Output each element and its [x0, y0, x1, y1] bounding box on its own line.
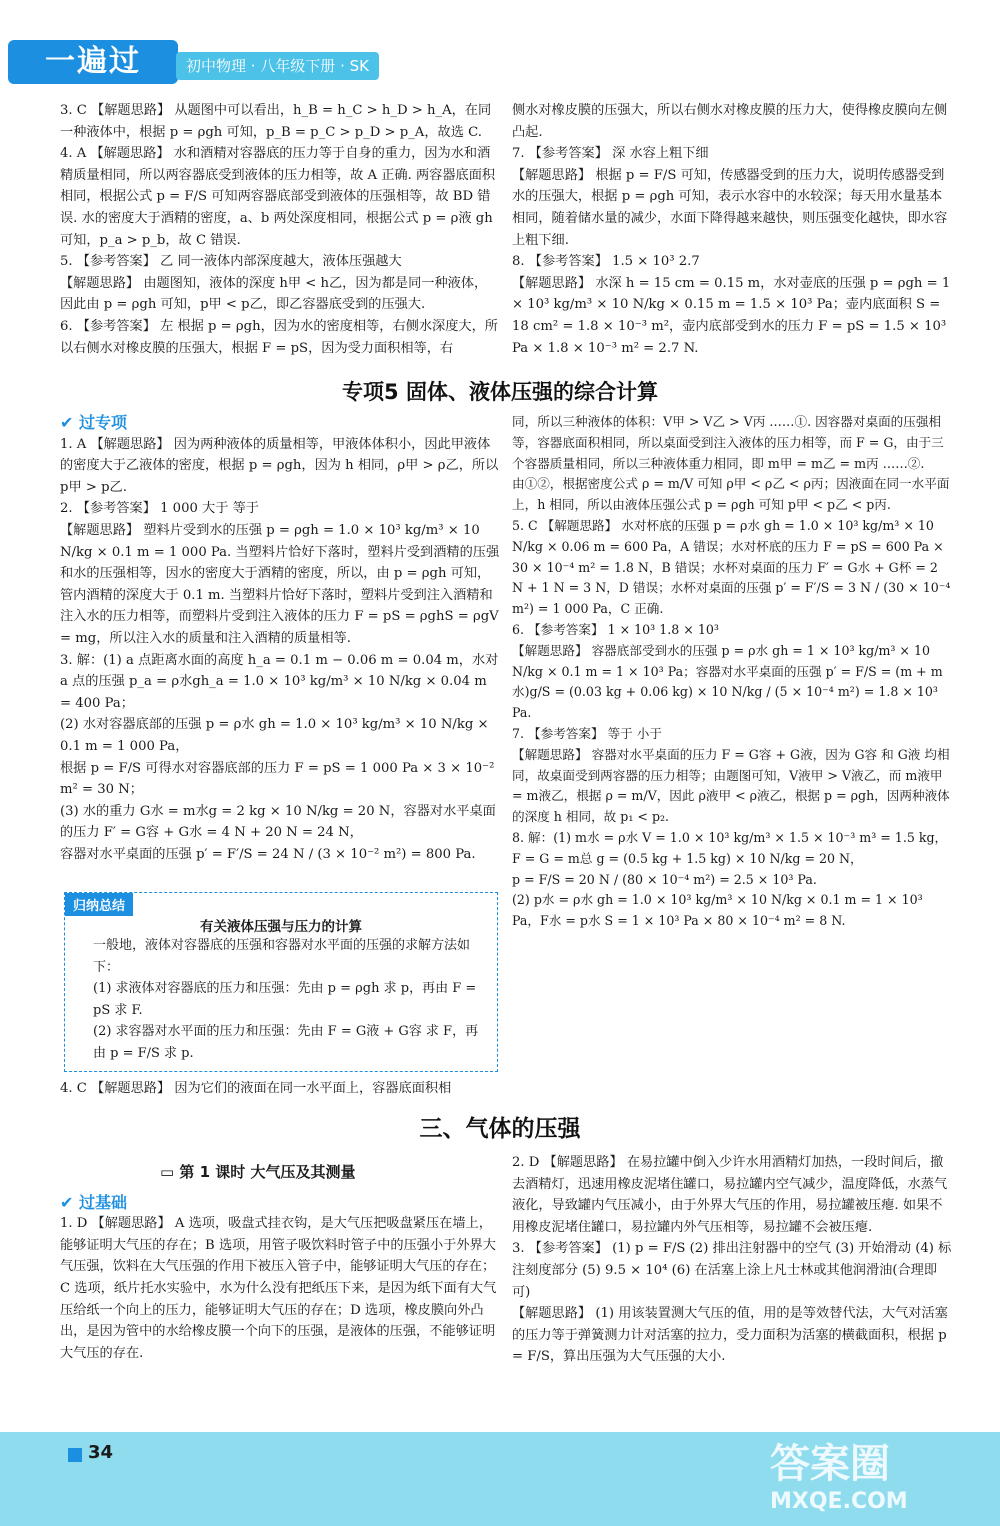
brand-logo: 一遍过: [8, 40, 178, 84]
summary-line: (2) 求容器对水平面的压力和压强：先由 F = G液 + G容 求 F，再由 p = F/S 求 p.: [93, 1024, 479, 1061]
right-mid-answers: [512, 412, 952, 932]
answer-7-explain: 【解题思路】 根据 p = F/S 可知，传感器受到的压力大，说明传感器受到水的压强大，根据 p = ρgh 可知，表示水容中的水较深；每天用水量基本相同，随着储水量的减少，水面下降得越来越快，则压强变化越快，即水容上粗下细.: [512, 167, 948, 248]
section-guo-zhuanxiang: [60, 412, 500, 434]
lesson-title: 第 1 课时 大气压及其测量: [179, 1163, 356, 1181]
answer-8-explain: 【解题思路】 水深 h = 15 cm = 0.15 m，水对壶底的压强 p = ρgh = 1 × 10³ kg/m³ × 10 N/kg × 0.15 m = 1.5 × 10³ Pa；壶内底面积 S = 18 cm² = 1.8 × 10⁻³ m²，壶内底部受到水的压力 F = pS = 1.5 × 10³ Pa × 1.8 × 10⁻³ m² = 2.7 N.: [512, 275, 951, 356]
summary-box: [64, 892, 498, 1072]
section-label: 过专项: [78, 413, 127, 432]
zx-answer-3e: 容器对水平桌面的压强 p′ = F′/S = 24 N / (3 × 10⁻² m²) = 800 Pa.: [60, 846, 476, 862]
section-title: 专项5 固体、液体压强的综合计算: [342, 380, 658, 404]
answer-5-explain: 【解题思路】 由题图知，液体的深度 h甲 < h乙，因为都是同一种液体，因此由 p = ρgh 可知，p甲 < p乙，即乙容器底受到的压强大.: [60, 275, 488, 313]
zx-answer-3b: (2) 水对容器底部的压强 p = ρ水 gh = 1.0 × 10³ kg/m³ × 10 N/kg × 0.1 m = 1 000 Pa，: [60, 717, 489, 754]
zx-answer-1: 1. A 【解题思路】 因为两种液体的质量相等，甲液体体积小，因此甲液体的密度大于乙液体的密度，根据 p = ρgh，因为 h 相同，ρ甲 > ρ乙，所以 p甲 > p乙.: [60, 436, 499, 495]
answer-6-cont: 侧水对橡皮膜的压强大，所以右侧水对橡皮膜的压力大，使得橡皮膜向左侧凸起.: [512, 103, 948, 140]
jc-answer-3: 3. 【参考答案】 (1) p = F/S (2) 排出注射器中的空气 (3) 开始滑动 (4) 标注刻度部分 (5) 9.5 × 10⁴ (6) 在活塞上涂上凡士林或其他润滑油(合理即可): [512, 1241, 952, 1300]
page-marker-icon: [68, 1448, 82, 1462]
zx-answer-3c: 根据 p = F/S 可得水对容器底部的压力 F = pS = 1 000 Pa × 3 × 10⁻² m² = 30 N；: [60, 760, 495, 798]
lesson-title-row: [160, 1162, 500, 1184]
jc-answer-2: 2. D 【解题思路】 在易拉罐中倒入少许水用酒精灯加热，一段时间后，撤去酒精灯，迅速用橡皮泥堵住罐口，易拉罐内空气减少，温度降低，水蒸气液化，导致罐内气压减小，由于外界大气压的作用，易拉罐被压瘪. 如果不用橡皮泥堵住罐口，易拉罐内外气压相等，易拉罐不会被压瘪.: [512, 1155, 948, 1235]
zx-answer-6: 6. 【参考答案】 1 × 10³ 1.8 × 10³: [512, 621, 719, 637]
zx-answer-4: [60, 1078, 500, 1100]
right-top-answers: [512, 100, 952, 359]
zx-answer-5: 5. C 【解题思路】 水对杯底的压强 p = ρ水 gh = 1.0 × 10³ kg/m³ × 10 N/kg × 0.06 m = 600 Pa，A 错误；水对杯底的压力 F = pS = 600 Pa × 30 × 10⁻⁴ m² = 1.8 N，B 错误；水杯对桌面的压力 F′ = G水 + G杯 = 2 N + 1 N = 3 N，D 错误；水杯对桌面的压强 p′ = F′/S = 3 N / (30 × 10⁻⁴ m²) = 1 000 Pa，C 正确.: [512, 517, 951, 617]
zx-answer-4-cont2: 由①②，根据密度公式 ρ = m/V 可知 ρ甲 < ρ乙 < ρ丙；因液面在同一水平面上，h 相同，所以由液体压强公式 p = ρgh 可知 p甲 < p乙 < p丙.: [512, 476, 950, 513]
zx-answer-7: 7. 【参考答案】 等于 小于: [512, 725, 662, 741]
watermark-url: MXQE.COM: [770, 1489, 908, 1514]
summary-title: 有关液体压强与压力的计算: [200, 919, 362, 935]
check-wave-icon: ✔: [60, 1192, 74, 1212]
zx-answer-8c: (2) p水 = ρ水 gh = 1.0 × 10³ kg/m³ × 10 N/kg × 0.1 m = 1 × 10³ Pa，F水 = p水 S = 1 × 10³ Pa × 80 × 10⁻⁴ m² = 8 N.: [512, 892, 923, 929]
zx-answer-3a: 3. 解：(1) a 点距离水面的高度 h_a = 0.1 m − 0.06 m = 0.04 m，水对 a 点的压强 p_a = ρ水gh_a = 1.0 × 10³ kg/m³ × 10 N/kg × 0.04 m = 400 Pa；: [60, 652, 499, 711]
zx-answer-6-explain: 【解题思路】 容器底部受到水的压强 p = ρ水 gh = 1 × 10³ kg/m³ × 10 N/kg × 0.1 m = 1 × 10³ Pa；容器对水平桌面的压强 p′ = F/S = (m + m水)g/S = (0.03 kg + 0.06 kg) × 10 N/kg / (5 × 10⁻⁴ m²) = 1.8 × 10³ Pa.: [512, 642, 943, 721]
answer-3: 3. C 【解题思路】 从题图中可以看出，h_B = h_C > h_D > h_A，在同一种液体中，根据 p = ρgh 可知，p_B = p_C > p_D > p_A，故选 C.: [60, 103, 492, 140]
watermark: [770, 1432, 908, 1514]
zx-answer-8b: p = F/S = 20 N / (80 × 10⁻⁴ m²) = 2.5 × 10³ Pa.: [512, 871, 817, 887]
zx-answer-8a: 8. 解：(1) m水 = ρ水 V = 1.0 × 10³ kg/m³ × 1.5 × 10⁻³ m³ = 1.5 kg，F = G = m总 g = (0.5 kg + 1.5 kg) × 10 N/kg = 20 N，: [512, 829, 948, 866]
answer-7: 7. 【参考答案】 深 水容上粗下细: [512, 146, 709, 162]
course-tag: 初中物理 · 八年级下册 · SK: [176, 52, 379, 80]
page-number: 34: [88, 1442, 114, 1463]
left-bottom-answers: [60, 1162, 500, 1364]
page-header: [0, 0, 1000, 96]
answer-5: 5. 【参考答案】 乙 同一液体内部深度越大，液体压强越大: [60, 254, 402, 270]
zx-answer-4-cont: 同，所以三种液体的体积：V甲 > V乙 > V丙 ……①. 因容器对桌面的压强相等，容器底面积相同，所以桌面受到注入液体的压力相等，而 F = G，由于三个容器质量相同，所以三种液体重力相同，即 m甲 = m乙 = m丙 ……②.: [512, 414, 944, 471]
answer-8: 8. 【参考答案】 1.5 × 10³ 2.7: [512, 254, 700, 270]
answer-4: 4. A 【解题思路】 水和酒精对容器底的压力等于自身的重力，因为水和酒精质量相同，所以两容器底受到液体的压力相等，故 A 正确. 两容器底面积相同，根据公式 p = F/S 可知两容器底部受到液体的压强相等，故 BD 错误. 水的密度大于酒精的密度，a、b 两处深度相同，根据公式 p = ρ液 gh 可知，p_a > p_b，故 C 错误.: [60, 146, 496, 248]
jc-answer-1: 1. D 【解题思路】 A 选项，吸盘式挂衣钩，是大气压把吸盘紧压在墙上，能够证明大气压的存在；B 选项，用管子吸饮料时管子中的压强小于外界大气压强，饮料在大气压强的作用下被压入管子中，能够证明大气压的存在；C 选项，纸片托水实验中，水为什么没有把纸压下来，是因为纸下面有大气压给纸一个向上的压力，能够证明大气压的存在；D 选项，橡皮膜向外凸出，是因为管中的水给橡皮膜一个向下的压强，是液体的压强，不能够证明大气压的存在.: [60, 1216, 497, 1361]
zx-answer-2: 2. 【参考答案】 1 000 大于 等于: [60, 501, 259, 517]
chapter-title: 三、气体的压强: [419, 1116, 581, 1142]
section-guo-jichu: [60, 1192, 500, 1214]
right-bottom-answers: [512, 1152, 952, 1368]
zx-answer-4-text: 4. C 【解题思路】 因为它们的液面在同一水平面上，容器底面积相: [60, 1081, 452, 1096]
summary-line: 一般地，液体对容器底的压强和容器对水平面的压强的求解方法如下：: [93, 938, 471, 975]
zx-answer-7-explain: 【解题思路】 容器对水平桌面的压力 F = G容 + G液，因为 G容 和 G液 均相同，故桌面受到两容器的压力相等；由题图可知，V液甲 > V液乙，而 m液甲 = m液乙，根据 ρ = m/V，因此 ρ液甲 < ρ液乙，根据 p = ρgh，因两种液体的深度 h 相同，故 p₁ < p₂.: [512, 746, 950, 825]
jc-answer-3-explain: 【解题思路】 (1) 用该装置测大气压的值，用的是等效替代法，大气对活塞的压力等于弹簧测力计对活塞的拉力，受力面积为活塞的横截面积，根据 p = F/S，算出压强为大气压强的大小.: [512, 1306, 948, 1365]
answer-6: 6. 【参考答案】 左 根据 p = ρgh，因为水的密度相等，右侧水深度大，所以右侧水对橡皮膜的压强大，根据 F = pS，因为受力面积相等，右: [60, 318, 498, 356]
zx-answer-2-explain: 【解题思路】 塑料片受到水的压强 p = ρgh = 1.0 × 10³ kg/m³ × 10 N/kg × 0.1 m = 1 000 Pa. 当塑料片恰好下落时，塑料片受到酒精的压强和水的压强相等，因水的密度大于酒精的密度，所以，由 p = ρgh 可知，管内酒精的深度大于 0.1 m. 当塑料片恰好下落时，塑料片受到注入酒精和注入水的压力相等，而塑料片受到注入液体的压力 F = pS = ρghS = ρgV = mg，所以注入水的质量和注入酒精的质量相等.: [60, 522, 500, 646]
left-mid-answers: [60, 412, 500, 865]
summary-tag: 归纳总结: [65, 893, 133, 916]
left-top-answers: [60, 100, 500, 359]
section-label: 过基础: [78, 1192, 127, 1212]
summary-line: (1) 求液体对容器底的压力和压强：先由 p = ρgh 求 p，再由 F = pS 求 F.: [93, 981, 477, 1018]
summary-body: [65, 935, 497, 1065]
zx-answer-3d: (3) 水的重力 G水 = m水g = 2 kg × 10 N/kg = 20 N，容器对水平桌面的压力 F′ = G容 + G水 = 4 N + 20 N = 24 N，: [60, 803, 496, 841]
watermark-cn: 答案圈: [770, 1441, 890, 1487]
book-icon: ▭: [160, 1163, 175, 1181]
check-wave-icon: ✔: [60, 413, 74, 432]
